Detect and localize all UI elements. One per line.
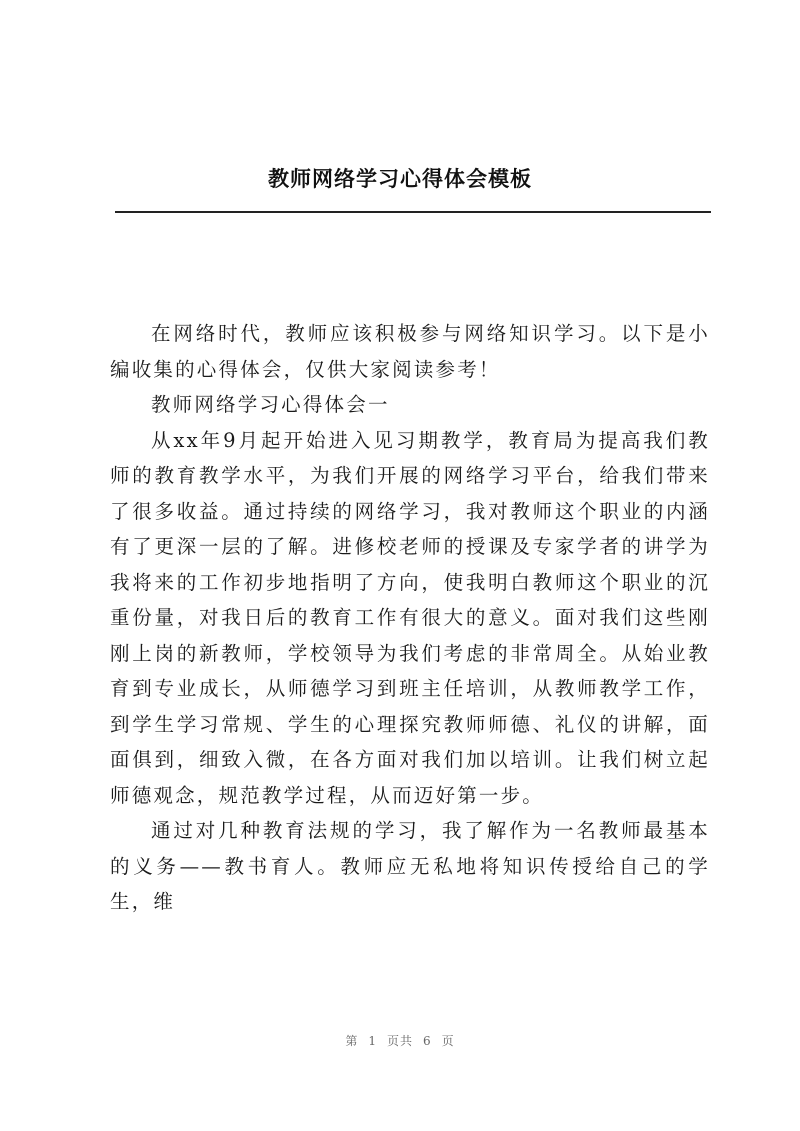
- paragraph-main: 从xx年9月起开始进入见习期教学，教育局为提高我们教师的教育教学水平，为我们开展的网络学习平台，给我们带来了很多收益。通过持续的网络学习，我对教师这个职业的内涵有了更深一层的了解。进修校老师的授课及专家学者的讲学为我将来的工作初步地指明了方向，使我明白教师这个职业的沉重份量，对我日后的教育工作有很大的意义。面对我们这些刚刚上岗的新教师，学校领导为我们考虑的非常周全。从始业教育到专业成长，从师德学习到班主任培训，从教师教学工作，到学生学习常规、学生的心理探究教师师德、礼仪的讲解，面面俱到，细致入微，在各方面对我们加以培训。让我们树立起师德观念，规范教学过程，从而迈好第一步。: [110, 428, 710, 807]
- footer-total-pages: 6: [423, 1034, 432, 1048]
- paragraph-continued: 通过对几种教育法规的学习，我了解作为一名教师最基本的义务——教书育人。教师应无私地将知识传授给自己的学生，维: [110, 819, 710, 913]
- footer-current-page: 1: [368, 1034, 377, 1048]
- document-title: 教师网络学习心得体会模板: [268, 166, 532, 191]
- footer-prefix: 第: [345, 1034, 359, 1048]
- document-body: [110, 316, 710, 920]
- title-divider: [115, 211, 711, 213]
- footer-suffix: 页: [441, 1034, 455, 1048]
- page-footer: [0, 1032, 800, 1049]
- section-heading: 教师网络学习心得体会一: [150, 393, 390, 416]
- paragraph-intro: 在网络时代，教师应该积极参与网络知识学习。以下是小编收集的心得体会，仅供大家阅读参考！: [110, 322, 710, 381]
- footer-middle: 页共: [386, 1034, 413, 1048]
